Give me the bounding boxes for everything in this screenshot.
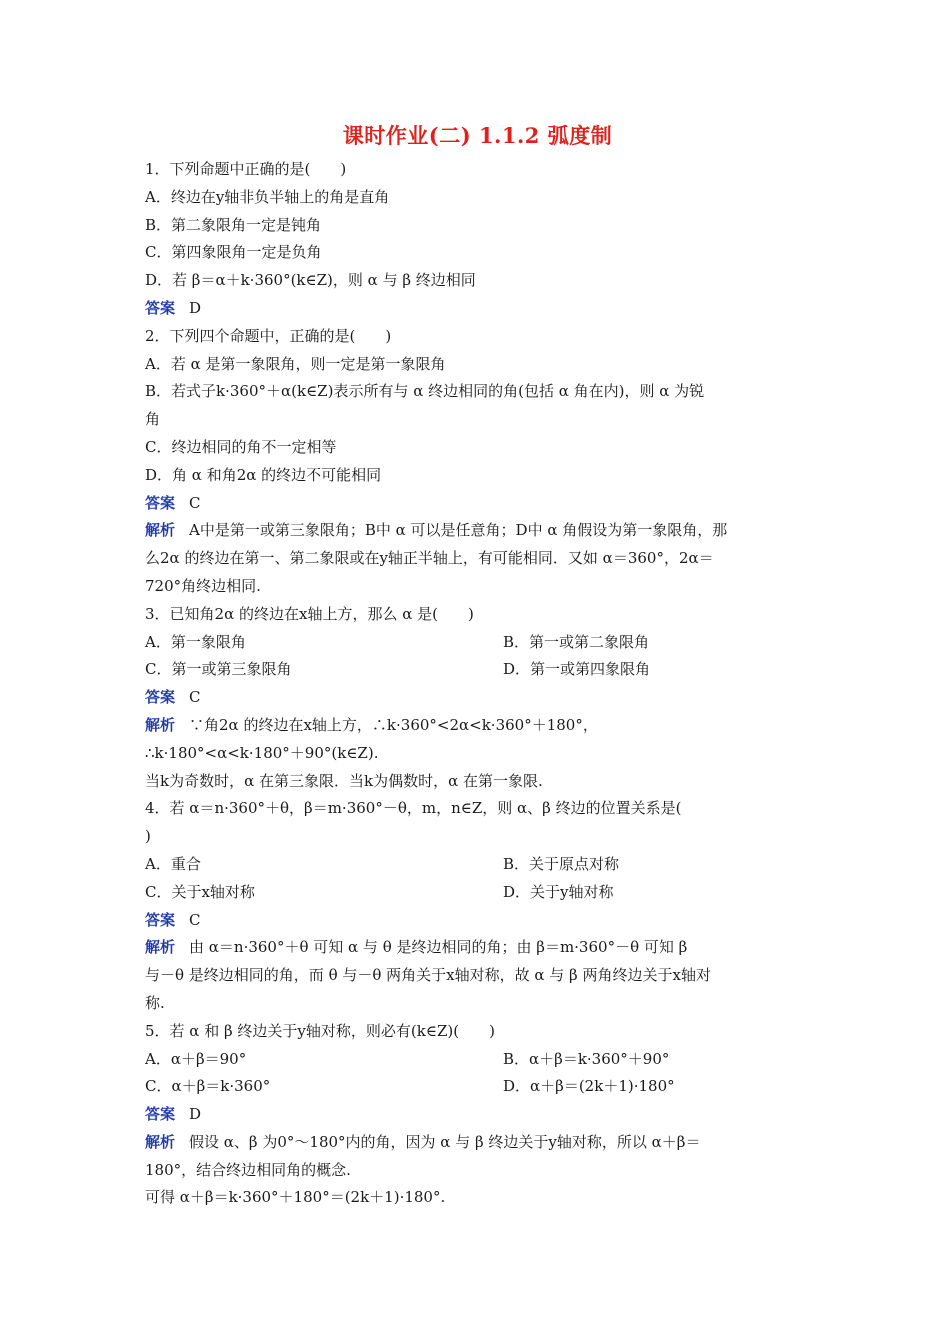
question-3-analysis-line3: 当k为奇数时，α 在第三象限．当k为偶数时，α 在第一象限. [145, 771, 543, 790]
answer-label: 答案 [145, 910, 176, 929]
answer-value: D [189, 298, 202, 317]
answer-label: 答案 [145, 493, 176, 512]
analysis-label: 解析 [145, 715, 176, 734]
analysis-text: ∵角2α 的终边在x轴上方，∴k·360°<2α<k·360°＋180°， [189, 715, 598, 734]
question-4-options-row1 [145, 851, 810, 879]
question-5-analysis-line1 [145, 1129, 810, 1157]
analysis-text: A中是第一或第三象限角；B中 α 可以是任意角；D中 α 角假设为第一象限角，那 [189, 521, 728, 540]
question-2-option-a: A．若 α 是第一象限角，则一定是第一象限角 [145, 354, 446, 373]
question-4-analysis-line3: 称. [145, 993, 165, 1012]
question-2-analysis-line1 [145, 517, 810, 545]
question-4-option-b: B．关于原点对称 [503, 854, 620, 873]
question-4-option-a: A．重合 [145, 854, 201, 873]
question-5-stem: 5．若 α 和 β 终边关于y轴对称，则必有(k∈Z)( ) [145, 1021, 495, 1040]
question-2-option-c: C．终边相同的角不一定相等 [145, 437, 337, 456]
analysis-label: 解析 [145, 938, 176, 957]
answer-label: 答案 [145, 1105, 176, 1124]
question-4-analysis-line1 [145, 934, 810, 962]
question-5-analysis-line3: 可得 α＋β＝k·360°＋180°＝(2k＋1)·180°. [145, 1188, 446, 1207]
question-3-option-c: C．第一或第三象限角 [145, 660, 292, 679]
question-3-stem: 3．已知角2α 的终边在x轴上方，那么 α 是( ) [145, 604, 474, 623]
question-5-options-row2 [145, 1073, 810, 1101]
answer-label: 答案 [145, 688, 176, 707]
question-4-option-c: C．关于x轴对称 [145, 882, 255, 901]
question-2-option-d: D．角 α 和角2α 的终边不可能相同 [145, 465, 382, 484]
question-4-options-row2 [145, 879, 810, 907]
question-2-answer [145, 490, 810, 518]
question-5-analysis-line2: 180°，结合终边相同角的概念. [145, 1160, 351, 1179]
question-1-option-a: A．终边在y轴非负半轴上的角是直角 [145, 187, 390, 206]
question-5-options-row1 [145, 1046, 810, 1074]
question-1-option-b: B．第二象限角一定是钝角 [145, 215, 322, 234]
question-3-option-b: B．第一或第二象限角 [503, 632, 650, 651]
question-4-option-d: D．关于y轴对称 [503, 882, 614, 901]
answer-value: D [189, 1105, 202, 1124]
question-3-analysis-line1 [145, 712, 810, 740]
question-2-stem: 2．下列四个命题中，正确的是( ) [145, 326, 392, 345]
analysis-text: 由 α＝n·360°＋θ 可知 α 与 θ 是终边相同的角；由 β＝m·360°－θ 可知 β [189, 938, 688, 957]
answer-label: 答案 [145, 298, 176, 317]
question-3-option-d: D．第一或第四象限角 [503, 660, 651, 679]
answer-value: C [189, 688, 201, 707]
question-5-option-d: D．α＋β＝(2k＋1)·180° [503, 1077, 675, 1096]
question-2-analysis-line3: 720°角终边相同. [145, 576, 261, 595]
question-3-answer [145, 684, 810, 712]
question-4-answer [145, 907, 810, 935]
analysis-label: 解析 [145, 521, 176, 540]
question-4-stem-line2: ) [145, 827, 151, 846]
question-3-options-row2 [145, 656, 810, 684]
question-5-option-c: C．α＋β＝k·360° [145, 1077, 271, 1096]
analysis-label: 解析 [145, 1132, 176, 1151]
question-1-answer [145, 295, 810, 323]
worksheet-page [145, 116, 810, 1212]
question-5-option-a: A．α＋β＝90° [145, 1049, 247, 1068]
answer-value: C [189, 493, 201, 512]
question-1-option-c: C．第四象限角一定是负角 [145, 243, 322, 262]
analysis-text: 假设 α、β 为0°～180°内的角，因为 α 与 β 终边关于y轴对称，所以 α＋β＝ [189, 1132, 701, 1151]
question-2-analysis-line2: 么2α 的终边在第一、第二象限或在y轴正半轴上，有可能相同．又如 α＝360°，2α＝ [145, 549, 714, 568]
question-5-option-b: B．α＋β＝k·360°＋90° [503, 1049, 670, 1068]
question-5-answer [145, 1101, 810, 1129]
question-2-option-b-line1: B．若式子k·360°＋α(k∈Z)表示所有与 α 终边相同的角(包括 α 角在内)，则 α 为锐 [145, 382, 705, 401]
question-3-analysis-line2: ∴k·180°<α<k·180°＋90°(k∈Z). [145, 743, 379, 762]
question-1-stem: 1．下列命题中正确的是( ) [145, 160, 347, 178]
question-4-stem-line1: 4．若 α＝n·360°＋θ，β＝m·360°－θ，m，n∈Z，则 α、β 终边的位置关系是( [145, 799, 682, 818]
question-1-option-d: D．若 β＝α＋k·360°(k∈Z)，则 α 与 β 终边相同 [145, 271, 476, 290]
question-3-options-row1 [145, 629, 810, 657]
question-3-option-a: A．第一象限角 [145, 632, 246, 651]
question-4-analysis-line2: 与－θ 是终边相同的角，而 θ 与－θ 两角关于x轴对称，故 α 与 β 两角终边关于x轴对 [145, 966, 711, 985]
answer-value: C [189, 910, 201, 929]
question-2-option-b-line2: 角 [145, 410, 161, 429]
page-title: 课时作业(二) 1.1.2 弧度制 [342, 123, 613, 148]
